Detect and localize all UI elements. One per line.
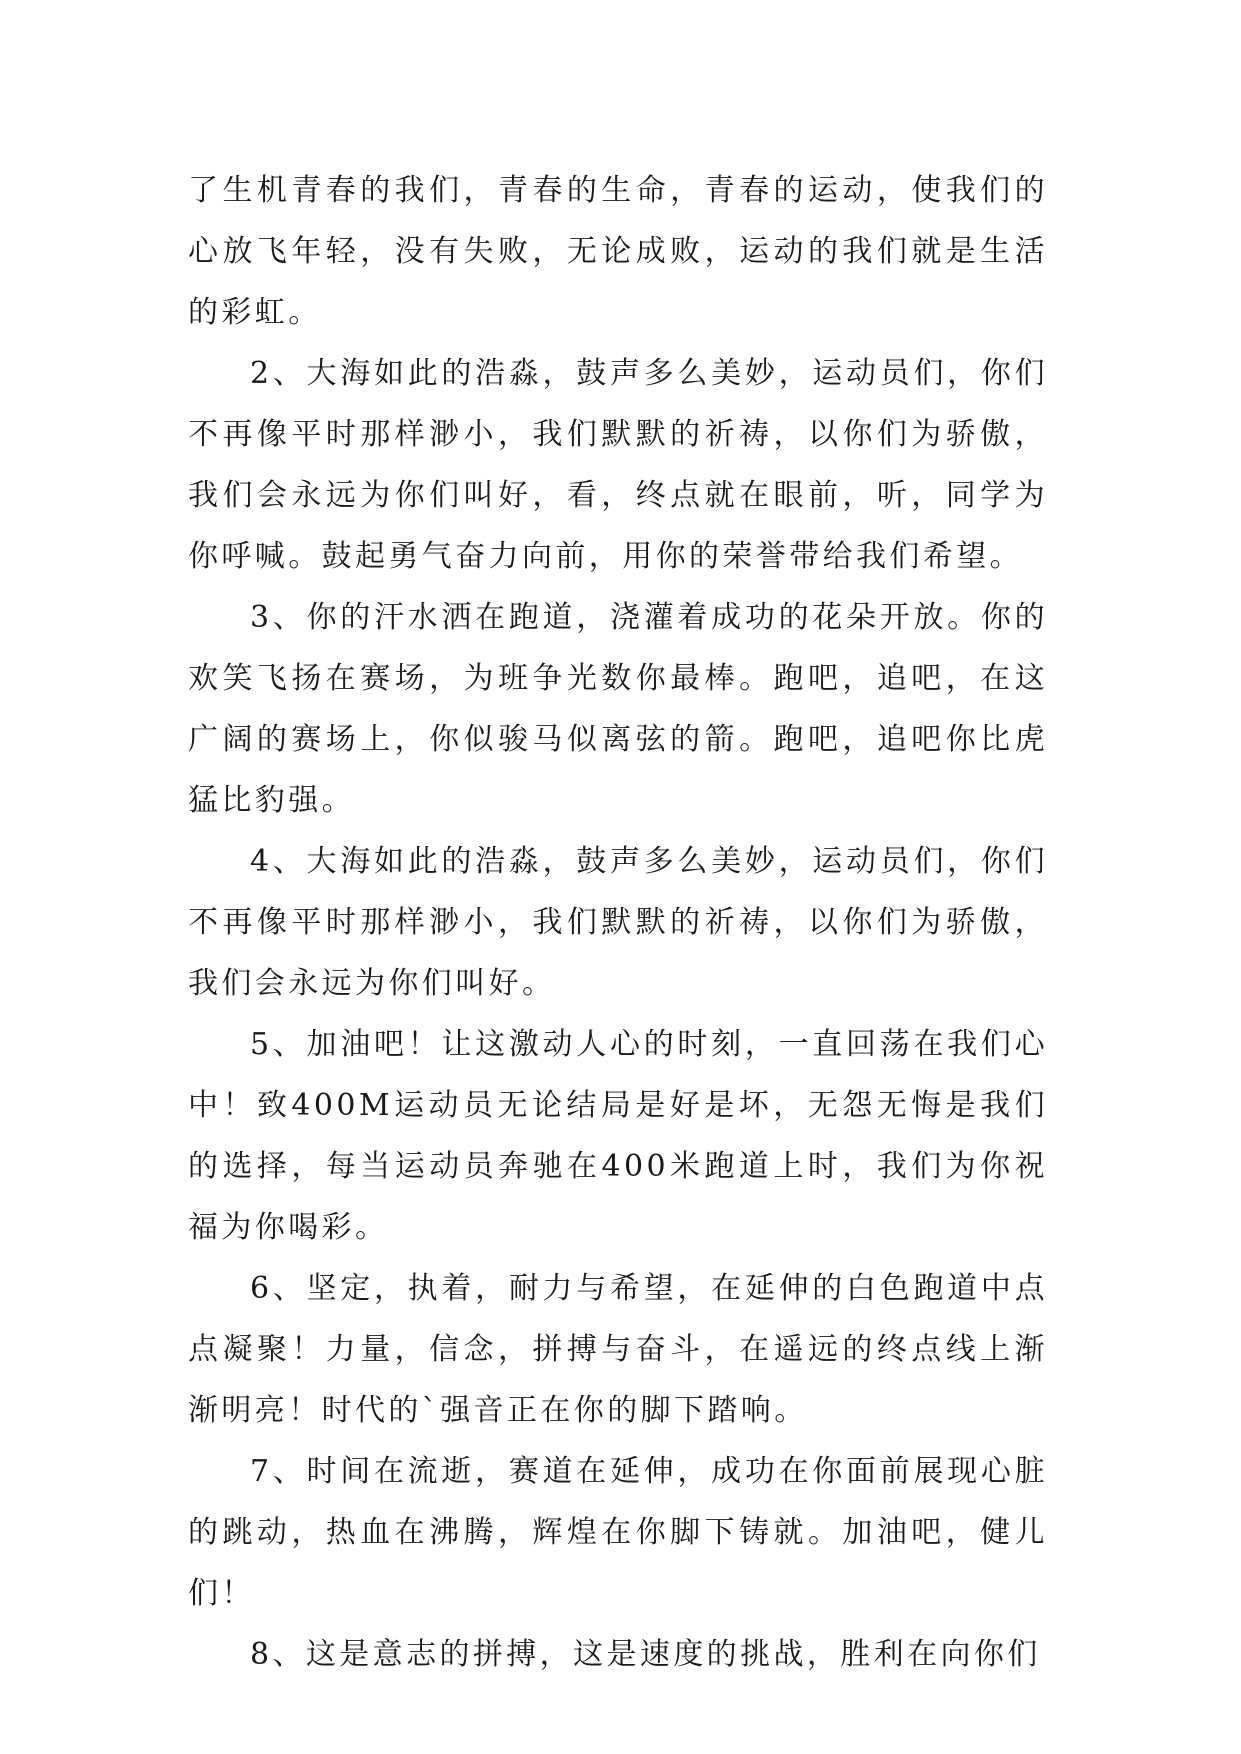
paragraph-8: 8、这是意志的拼搏，这是速度的挑战，胜利在向你们 <box>250 1637 1041 1672</box>
body-text <box>188 160 1048 1685</box>
paragraph-7: 7、时间在流逝，赛道在延伸，成功在你面前展现心脏的跳动，热血在沸腾，辉煌在你脚下铸就。加油吧，健儿们！ <box>188 1454 1048 1611</box>
paragraph-4: 4、大海如此的浩淼，鼓声多么美妙，运动员们，你们不再像平时那样渺小，我们默默的祈祷，以你们为骄傲，我们会永远为你们叫好。 <box>188 844 1048 1001</box>
paragraph-2: 2、大海如此的浩淼，鼓声多么美妙，运动员们，你们不再像平时那样渺小，我们默默的祈祷，以你们为骄傲，我们会永远为你们叫好，看，终点就在眼前，听，同学为你呼喊。鼓起勇气奋力向前，用你的荣誉带给我们希望。 <box>188 356 1048 574</box>
paragraph-1: 了生机青春的我们，青春的生命，青春的运动，使我们的心放飞年轻，没有失败，无论成败，运动的我们就是生活的彩虹。 <box>188 173 1048 330</box>
paragraph-5: 5、加油吧！让这激动人心的时刻，一直回荡在我们心中！致400M运动员无论结局是好是坏，无怨无悔是我们的选择，每当运动员奔驰在400米跑道上时，我们为你祝福为你喝彩。 <box>188 1027 1048 1245</box>
paragraph-3: 3、你的汗水洒在跑道，浇灌着成功的花朵开放。你的欢笑飞扬在赛场，为班争光数你最棒。跑吧，追吧，在这广阔的赛场上，你似骏马似离弦的箭。跑吧，追吧你比虎猛比豹强。 <box>188 600 1048 818</box>
paragraph-6: 6、坚定，执着，耐力与希望，在延伸的白色跑道中点点凝聚！力量，信念，拼搏与奋斗，在遥远的终点线上渐渐明亮！时代的`强音正在你的脚下踏响。 <box>188 1271 1048 1428</box>
